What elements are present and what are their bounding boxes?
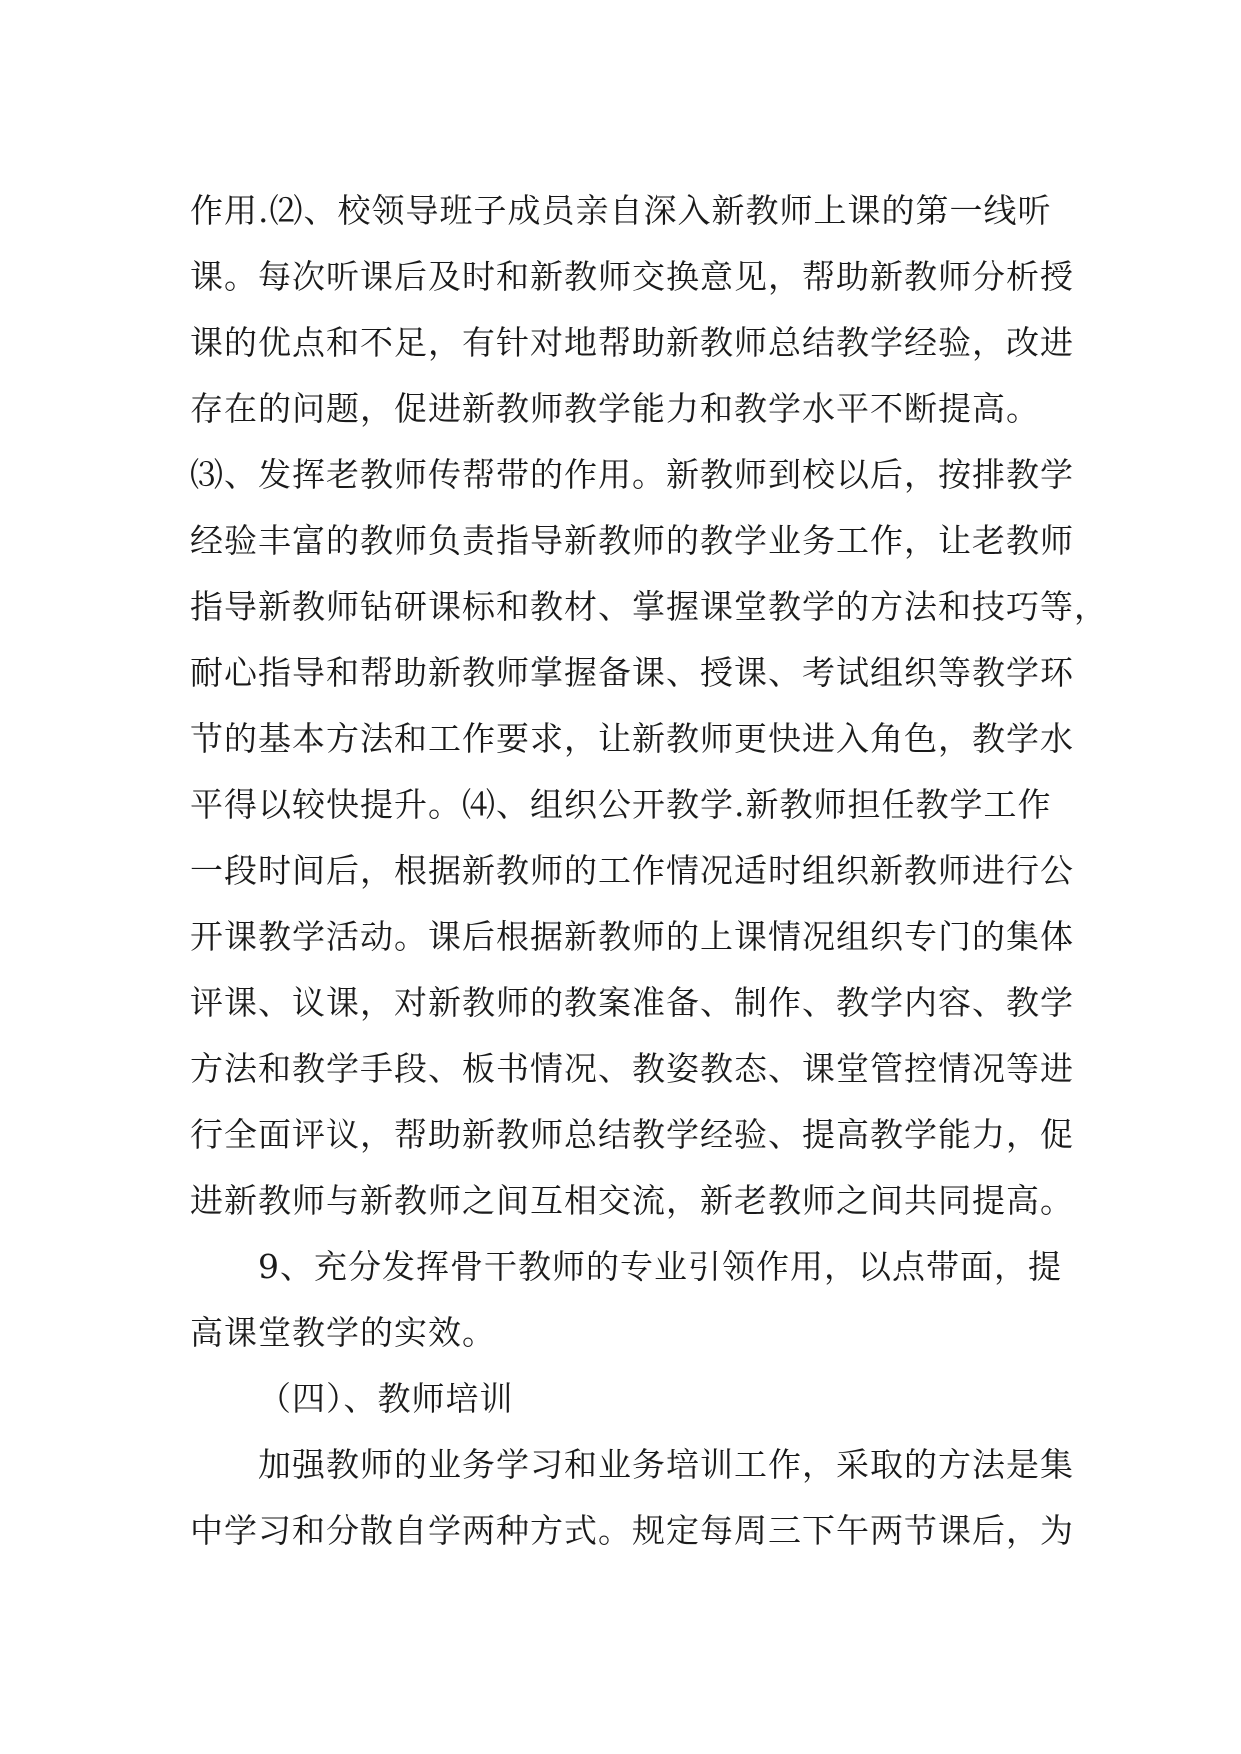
text-line: 耐心指导和帮助新教师掌握备课、授课、考试组织等教学环	[190, 653, 1074, 692]
text-line: 评课、议课，对新教师的教案准备、制作、教学内容、教学	[190, 983, 1074, 1022]
text-line: 节的基本方法和工作要求，让新教师更快进入角色，教学水	[190, 719, 1074, 758]
section-heading: （四）、教师培训	[258, 1379, 514, 1418]
paragraph-start-line: 加强教师的业务学习和业务培训工作，采取的方法是集	[258, 1445, 1074, 1484]
body-text	[190, 178, 1108, 1564]
text-line: 课。每次听课后及时和新教师交换意见，帮助新教师分析授	[190, 257, 1074, 296]
text-line: 中学习和分散自学两种方式。规定每周三下午两节课后，为	[190, 1511, 1074, 1550]
text-line: 指导新教师钻研课标和教材、掌握课堂教学的方法和技巧等，	[190, 587, 1108, 626]
text-line: 行全面评议，帮助新教师总结教学经验、提高教学能力，促	[190, 1115, 1074, 1154]
text-line: 高课堂教学的实效。	[190, 1313, 496, 1352]
text-line: 开课教学活动。课后根据新教师的上课情况组织专门的集体	[190, 917, 1074, 956]
text-line: 平得以较快提升。⑷、组织公开教学.新教师担任教学工作	[190, 785, 1052, 824]
paragraph-start-line: 9、充分发挥骨干教师的专业引领作用，以点带面，提	[258, 1247, 1062, 1286]
text-line: 进新教师与新教师之间互相交流，新老教师之间共同提高。	[190, 1181, 1074, 1220]
text-line: 一段时间后，根据新教师的工作情况适时组织新教师进行公	[190, 851, 1074, 890]
text-line: 作用.⑵、校领导班子成员亲自深入新教师上课的第一线听	[190, 191, 1052, 230]
text-line: 课的优点和不足，有针对地帮助新教师总结教学经验，改进	[190, 323, 1074, 362]
text-line: 经验丰富的教师负责指导新教师的教学业务工作，让老教师	[190, 521, 1074, 560]
text-line: ⑶、发挥老教师传帮带的作用。新教师到校以后，按排教学	[190, 455, 1074, 494]
text-line: 存在的问题，促进新教师教学能力和教学水平不断提高。	[190, 389, 1040, 428]
text-line: 方法和教学手段、板书情况、教姿教态、课堂管控情况等进	[190, 1049, 1074, 1088]
